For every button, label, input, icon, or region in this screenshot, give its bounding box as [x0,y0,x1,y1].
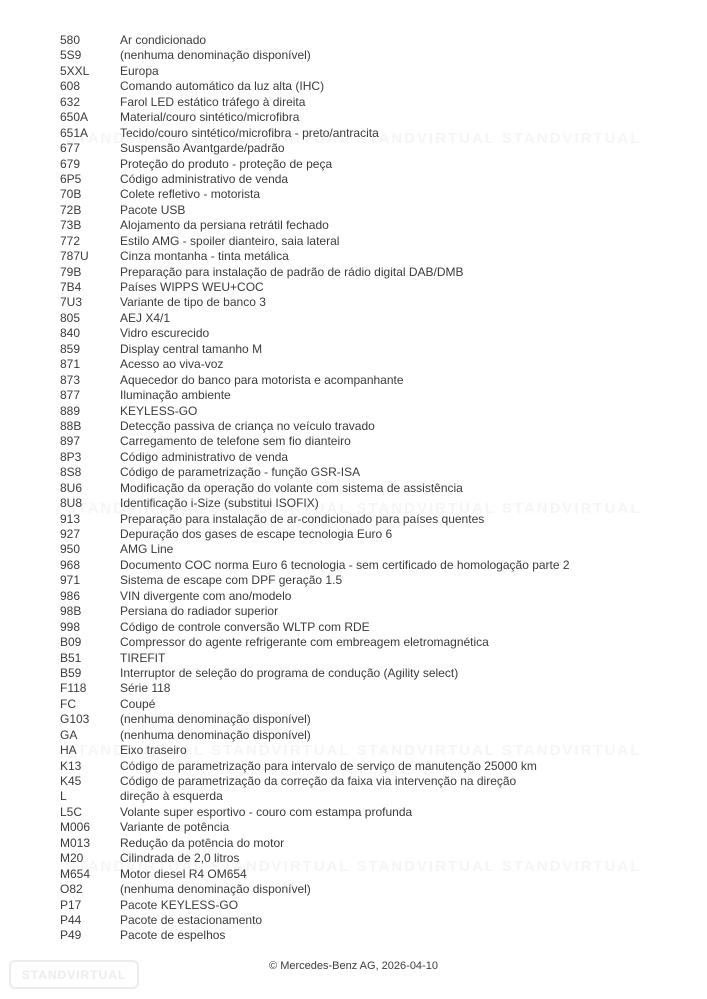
equipment-description: (nenhuma denominação disponível) [120,48,311,63]
equipment-code: 8P3 [60,449,82,464]
equipment-description: Suspensão Avantgarde/padrão [120,141,285,156]
equipment-row [60,64,690,79]
equipment-row [60,712,690,727]
equipment-row [60,512,690,527]
equipment-row [60,789,690,804]
equipment-row [60,95,690,110]
equipment-row [60,265,690,280]
equipment-description: AMG Line [120,542,174,557]
equipment-code: 5XXL [60,63,90,78]
equipment-code: B51 [60,650,82,665]
equipment-row [60,280,690,295]
equipment-description: Código administrativo de venda [120,449,289,464]
equipment-code: 889 [60,403,81,418]
equipment-row [60,913,690,928]
equipment-row [60,928,690,943]
equipment-description: Preparação para instalação de ar-condicionado para países quentes [120,511,485,526]
equipment-description: TIREFIT [120,650,166,665]
equipment-code: F118 [60,681,87,696]
equipment-description: Estilo AMG - spoiler dianteiro, saia lateral [120,233,340,248]
equipment-row [60,573,690,588]
equipment-description: VIN divergente com ano/modelo [120,588,292,603]
equipment-description: Variante de potência [120,820,230,835]
equipment-row [60,851,690,866]
equipment-description: Pacote USB [120,202,186,217]
equipment-code: 98B [60,604,82,619]
equipment-code: 805 [60,310,81,325]
equipment-code: 650A [60,110,89,125]
equipment-row [60,203,690,218]
equipment-row [60,728,690,743]
equipment-code: 6P5 [60,171,82,186]
equipment-code: 998 [60,619,81,634]
equipment-description: Variante de tipo de banco 3 [120,295,266,310]
equipment-code: B59 [60,665,82,680]
equipment-description: Eixo traseiro [120,743,187,758]
equipment-row [60,589,690,604]
equipment-description: Países WIPPS WEU+COC [120,280,264,294]
equipment-row [60,157,690,172]
equipment-row [60,388,690,403]
equipment-row [60,249,690,264]
equipment-description: Coupé [120,696,156,711]
equipment-description: (nenhuma denominação disponível) [120,882,311,897]
equipment-code: 787U [60,249,89,264]
equipment-description: Comando automático da luz alta (IHC) [120,79,325,94]
equipment-row [60,373,690,388]
equipment-description: Iluminação ambiente [120,388,231,403]
equipment-code: 70B [60,187,82,202]
equipment-row [60,79,690,94]
equipment-row [60,820,690,835]
equipment-description: Volante super esportivo - couro com estampa profunda [120,804,413,819]
equipment-code: 8U6 [60,480,83,495]
equipment-row [60,805,690,820]
equipment-description: Acesso ao viva-voz [120,357,224,372]
equipment-description: Material/couro sintético/microfibra [120,110,300,125]
equipment-description: (nenhuma denominação disponível) [120,727,311,742]
equipment-description: Motor diesel R4 OM654 [120,866,247,881]
equipment-row [60,404,690,419]
equipment-row [60,110,690,125]
equipment-description: Ar condicionado [120,33,207,47]
equipment-description: Sistema de escape com DPF geração 1.5 [120,573,343,588]
equipment-code: 79B [60,264,82,279]
equipment-description: Modificação da operação do volante com sistema de assistência [120,480,463,495]
equipment-code: G103 [60,712,90,727]
equipment-code: 871 [60,357,81,372]
equipment-description: Detecção passiva de criança no veículo travado [120,418,375,433]
equipment-row [60,666,690,681]
equipment-description: Farol LED estático tráfego à direita [120,94,306,109]
equipment-description: Código administrativo de venda [120,171,289,186]
equipment-description: Pacote de estacionamento [120,912,263,927]
equipment-row [60,172,690,187]
equipment-row [60,836,690,851]
equipment-code: 873 [60,372,81,387]
equipment-code: 72B [60,202,82,217]
equipment-code: M654 [60,866,91,881]
equipment-description: AEJ X4/1 [120,310,171,325]
equipment-code: GA [60,727,78,742]
equipment-row [60,419,690,434]
equipment-code: 840 [60,326,81,341]
equipment-description: Display central tamanho M [120,341,263,356]
equipment-description: Alojamento da persiana retrátil fechado [120,218,329,233]
equipment-row [60,434,690,449]
equipment-row [60,558,690,573]
equipment-description: Documento COC norma Euro 6 tecnologia - sem certificado de homologação parte 2 [120,557,570,572]
equipment-code: 8U8 [60,496,83,511]
equipment-description: Tecido/couro sintético/microfibra - preto/antracita [120,125,379,140]
equipment-code: O82 [60,882,83,897]
equipment-row [60,743,690,758]
equipment-code: 859 [60,341,81,356]
equipment-description: Interruptor de seleção do programa de condução (Agility select) [120,665,459,680]
equipment-code: 8S8 [60,465,82,480]
equipment-row [60,218,690,233]
equipment-description: Código de parametrização - função GSR-ISA [120,465,361,480]
equipment-code: L [60,789,67,804]
equipment-description: Série 118 [120,681,171,696]
equipment-row [60,635,690,650]
equipment-row [60,898,690,913]
equipment-description: Proteção do produto - proteção de peça [120,156,333,171]
equipment-description: Redução da potência do motor [120,835,285,850]
equipment-description: direção à esquerda [120,789,223,804]
equipment-description: Colete refletivo - motorista [120,187,261,202]
equipment-code: K13 [60,758,82,773]
equipment-row [60,496,690,511]
equipment-row [60,311,690,326]
equipment-row [60,681,690,696]
equipment-row [60,542,690,557]
equipment-row [60,867,690,882]
equipment-code: 950 [60,542,81,557]
equipment-row [60,342,690,357]
equipment-code: K45 [60,774,82,788]
equipment-row [60,141,690,156]
equipment-description: Persiana do radiador superior [120,604,279,619]
equipment-code: M006 [60,820,91,835]
equipment-description: Código de parametrização para intervalo de serviço de manutenção 25000 km [120,758,537,773]
equipment-description: Depuração dos gases de escape tecnologia Euro 6 [120,527,393,541]
equipment-row [60,357,690,372]
equipment-row [60,604,690,619]
equipment-code: 986 [60,588,81,603]
equipment-code: 5S9 [60,48,82,63]
equipment-code: 88B [60,418,82,433]
equipment-row [60,295,690,310]
equipment-description: Pacote KEYLESS-GO [120,897,239,912]
equipment-code: 897 [60,434,81,449]
equipment-description: Cilindrada de 2,0 litros [120,851,240,866]
equipment-row [60,33,690,48]
equipment-code: 913 [60,511,81,526]
equipment-row [60,697,690,712]
equipment-code-list [60,33,690,944]
equipment-code: 7B4 [60,280,82,294]
equipment-description: KEYLESS-GO [120,403,198,418]
equipment-description: Europa [120,63,159,78]
equipment-code: 73B [60,218,82,233]
equipment-row [60,48,690,63]
equipment-code: P49 [60,928,82,943]
equipment-description: Preparação para instalação de padrão de rádio digital DAB/DMB [120,264,464,279]
equipment-code: 608 [60,79,81,94]
equipment-code: B09 [60,635,82,650]
equipment-description: (nenhuma denominação disponível) [120,712,311,727]
equipment-row [60,481,690,496]
equipment-code: P44 [60,912,82,927]
equipment-description: Cinza montanha - tinta metálica [120,249,289,264]
equipment-code: 677 [60,141,81,156]
equipment-code: L5C [60,804,83,819]
equipment-code: 927 [60,527,81,541]
equipment-code: 632 [60,94,81,109]
equipment-code: 877 [60,388,81,403]
equipment-description: Aquecedor do banco para motorista e acompanhante [120,372,404,387]
equipment-description: Código de controle conversão WLTP com RDE [120,619,370,634]
equipment-row [60,620,690,635]
equipment-row [60,759,690,774]
equipment-row [60,527,690,542]
equipment-code: 971 [60,573,81,588]
equipment-code: 968 [60,557,81,572]
equipment-code: FC [60,696,76,711]
equipment-code: P17 [60,897,82,912]
equipment-description: Código de parametrização da correção da faixa via intervenção na direção [120,774,517,788]
equipment-description: Compressor do agente refrigerante com embreagem eletromagnética [120,635,489,650]
equipment-description: Pacote de espelhos [120,928,226,943]
equipment-row [60,187,690,202]
equipment-code: 679 [60,156,81,171]
copyright-text: © Mercedes-Benz AG, 2026-04-10 [269,960,438,972]
equipment-row [60,774,690,789]
equipment-code: M20 [60,851,84,866]
equipment-description: Carregamento de telefone sem fio dianteiro [120,434,351,449]
equipment-row [60,651,690,666]
equipment-description: Vidro escurecido [120,326,210,341]
equipment-code: 772 [60,233,81,248]
equipment-description: Identificação i-Size (substitui ISOFIX) [120,496,319,511]
equipment-row [60,234,690,249]
equipment-code: 651A [60,125,89,140]
equipment-code: 7U3 [60,295,83,310]
equipment-row [60,882,690,897]
equipment-code: HA [60,743,77,758]
equipment-row [60,126,690,141]
equipment-code: M013 [60,835,91,850]
equipment-row [60,450,690,465]
equipment-row [60,326,690,341]
standvirtual-watermark-logo: STANDVIRTUAL [9,960,139,989]
equipment-row [60,465,690,480]
equipment-code: 580 [60,33,81,47]
